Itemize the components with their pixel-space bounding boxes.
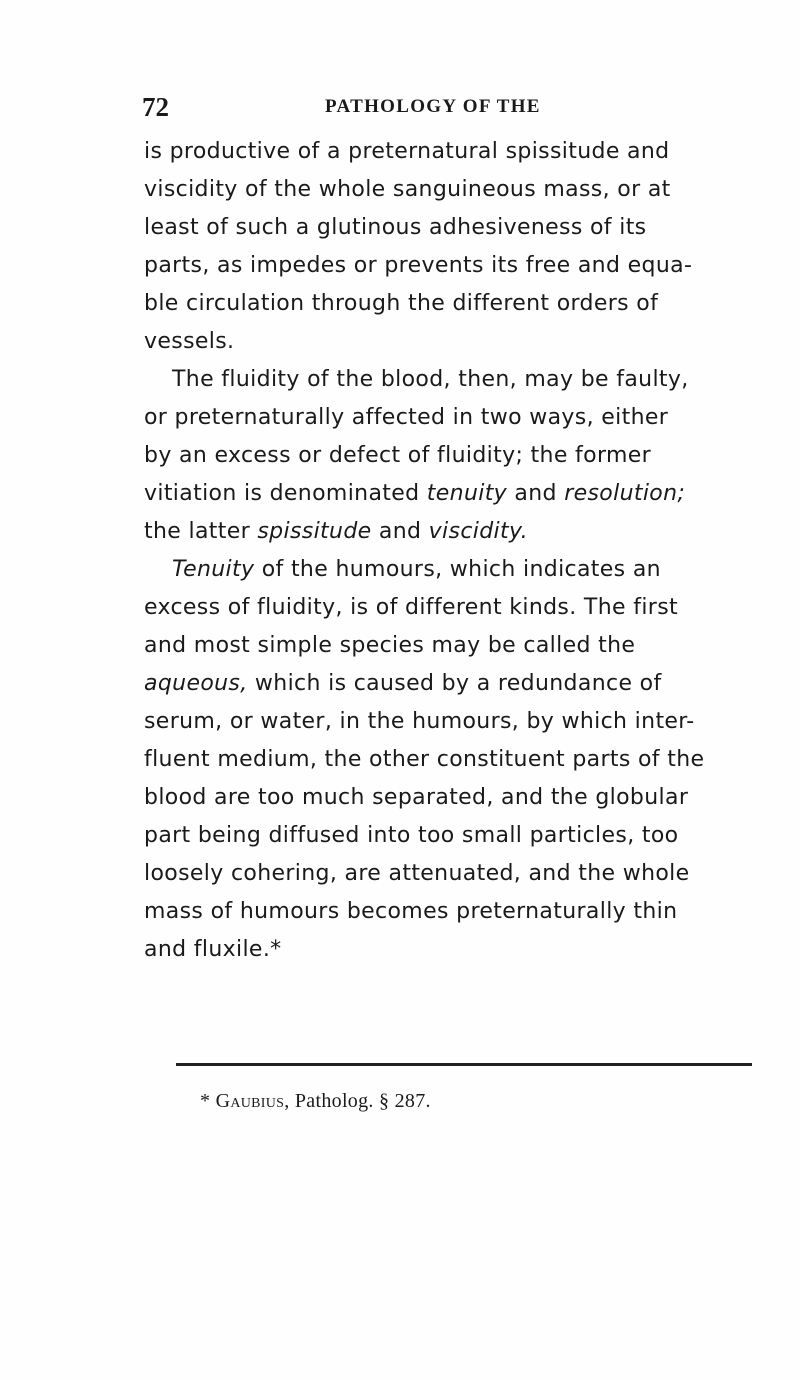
- text-line-20: loosely cohering, are attenuated, and the whole: [144, 861, 690, 886]
- footnote-divider: [176, 1063, 752, 1066]
- text-line-18: blood are too much separated, and the globular: [144, 785, 689, 810]
- italic-term-tenuity-lead: Tenuity: [172, 557, 255, 582]
- text-line-12: [144, 551, 780, 589]
- running-title: PATHOLOGY OF THE: [325, 96, 541, 117]
- text-segment: of the humours, which indicates an: [254, 557, 661, 582]
- italic-term-viscidity: viscidity.: [428, 519, 528, 544]
- running-head: [142, 92, 772, 126]
- text-line-14: and most simple species may be called the: [144, 633, 636, 658]
- text-line-7: The fluidity of the blood, then, may be faulty,: [172, 367, 689, 392]
- text-line-1: is productive of a preternatural spissitude and: [144, 139, 670, 164]
- text-line-19: part being diffused into too small particles, too: [144, 823, 679, 848]
- text-segment: and: [507, 481, 565, 506]
- text-line-21: mass of humours becomes preternaturally thin: [144, 899, 678, 924]
- italic-term-tenuity: tenuity: [426, 481, 508, 506]
- footnote-marker: *: [200, 1090, 216, 1112]
- text-line-8: or preternaturally affected in two ways, either: [144, 405, 669, 430]
- text-line-2: viscidity of the whole sanguineous mass, or at: [144, 177, 671, 202]
- text-line-11: [144, 513, 780, 551]
- italic-term-aqueous: aqueous,: [144, 671, 248, 696]
- text-line-13: excess of fluidity, is of different kinds. The first: [144, 595, 678, 620]
- text-line-16: serum, or water, in the humours, by which inter-: [144, 709, 695, 734]
- footnote-citation: , Patholog. § 287.: [284, 1090, 431, 1112]
- text-segment: which is caused by a redundance of: [247, 671, 662, 696]
- text-line-10: [144, 475, 780, 513]
- text-line-9: by an excess or defect of fluidity; the former: [144, 443, 652, 468]
- text-segment: the latter: [144, 519, 258, 544]
- text-segment: and: [371, 519, 429, 544]
- text-line-6: vessels.: [144, 329, 235, 354]
- footnote: [200, 1090, 431, 1113]
- text-line-17: fluent medium, the other constituent parts of the: [144, 747, 705, 772]
- body-text: [144, 133, 780, 969]
- italic-term-resolution: resolution;: [564, 481, 686, 506]
- text-line-15: [144, 665, 780, 703]
- page-number: 72: [142, 92, 169, 122]
- italic-term-spissitude: spissitude: [257, 519, 372, 544]
- text-segment: vitiation is denominated: [144, 481, 427, 506]
- text-line-5: ble circulation through the different orders of: [144, 291, 659, 316]
- footnote-author: Gaubius: [215, 1090, 285, 1112]
- text-line-22: and fluxile.*: [144, 937, 282, 962]
- text-line-3: least of such a glutinous adhesiveness of its: [144, 215, 647, 240]
- text-line-4: parts, as impedes or prevents its free and equa-: [144, 253, 693, 278]
